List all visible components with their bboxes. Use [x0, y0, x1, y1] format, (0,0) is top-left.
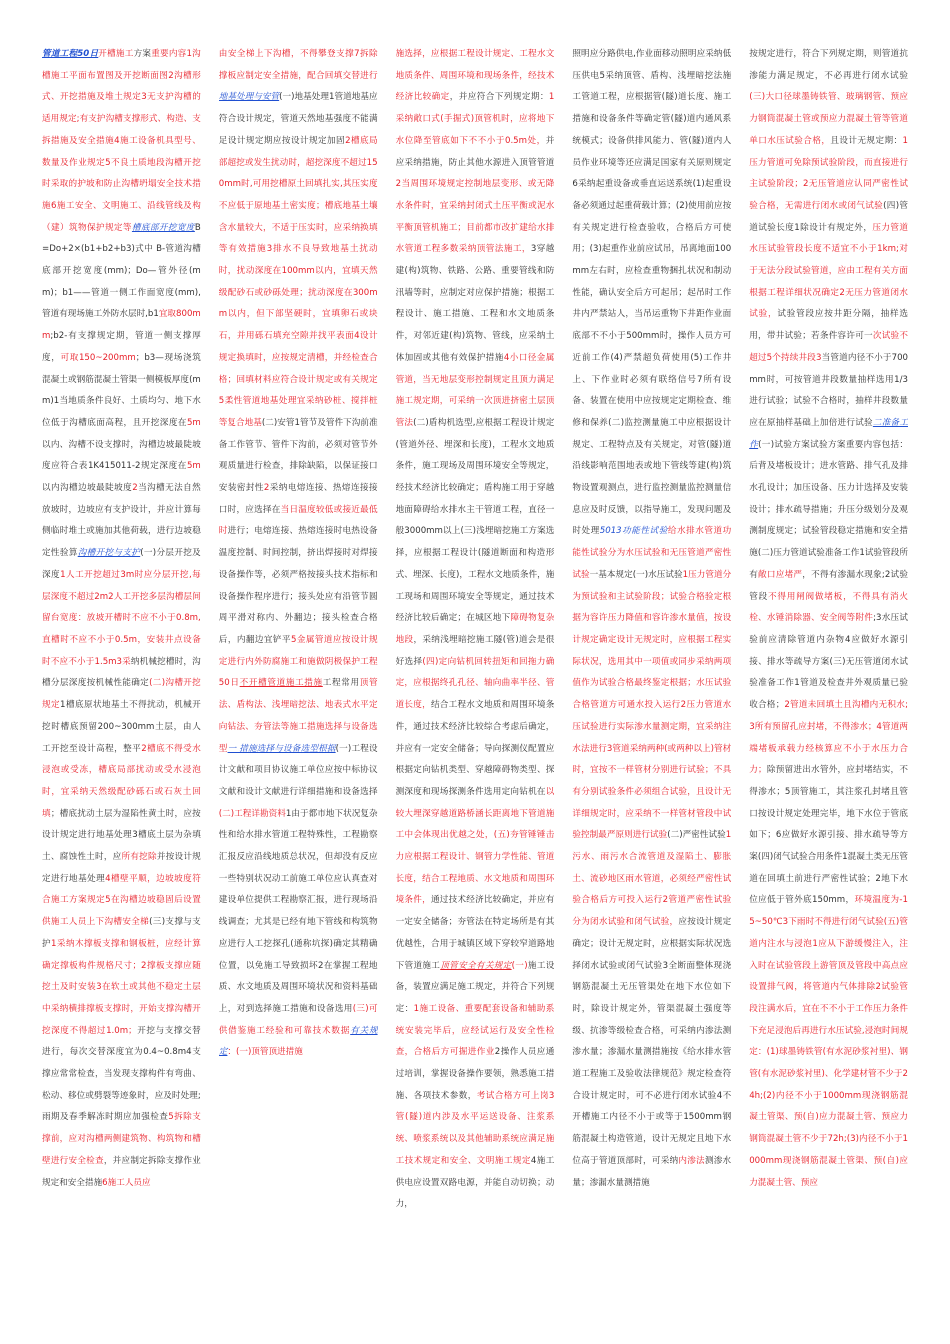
text-segment: 5m [186, 417, 201, 428]
text-segment: 宜取800mm [42, 309, 201, 342]
text-segment: 1污水、雨污水合流管道及湿陷土、膨胀土、流砂地区雨水管道，必须经严密性试验合格后方可投入运行2管道严密性试验分为闭水试验和闭气试验， [572, 830, 732, 928]
text-segment: 5013功能性试验 [599, 526, 668, 537]
text-segment: 4应做好水源引接、排水等疏导方案 [749, 634, 908, 667]
text-segment: (三)浅埋暗挖施工方案选择，应根据工程设计(隧道断面和构造形式、埋深、长度)，工程水文地质条件，施工现场和周围环境安全等规定，通过技术经济比较后确定；在城区地下 [395, 526, 555, 624]
text-segment: 应按设计规定确定；设计无规定时，应根据实际状况选择闭水试验或闭气试验 [572, 917, 732, 971]
text-segment: (二)监控测量施工中应根据设计规定、工程特点及有关规定，对管(隧)道沿线影响范围地表或地下管线等建(构)筑物设置观测点，进行监控测量监控测量信息应及时反馈，以指导施工，发现问题及时处理 [572, 417, 732, 537]
text-segment: (四)闭气试验合用条件1混凝土类无压管道在回填土前进行严密性试验；2地下水位应低于管外底150mm， [749, 852, 908, 906]
text-segment: 地基处理与安管 [218, 92, 280, 103]
document-page [42, 44, 908, 1300]
text-segment: 内渗法 [678, 1155, 705, 1166]
text-column-4 [572, 44, 731, 1300]
text-column-2 [219, 44, 378, 1300]
text-segment: 当管道内径不小于700mm时，可按管道井段数量抽样选用1/3进行试验；试验不合格时，抽样井段数量应在原抽样基础上加倍进行试验 [749, 352, 908, 428]
text-segment: 4不开槽施工内径不小于或等于1500mm钢筋混凝土构造管道，设计无规定且地下水位高于管道顶部时，可采纳 [572, 1090, 732, 1166]
text-segment: 2管道未回填土且沟槽内无积水;3所有预留孔应封堵，不得渗水；4管道两端堵板承载力经核算应不小于水压力合力； [749, 700, 908, 776]
text-segment: 工程常用 [322, 678, 360, 689]
text-segment: 按规定进行，符合下列规定期，则管道抗渗能力满足规定，不必再进行闭水试验 [749, 49, 908, 81]
text-segment: ，(五)夯管锤锤击力应根据工程设计、钢管力学性能、管道长度，结合工程地质、水文地质和周围环境条件， [395, 830, 555, 906]
text-segment: ；b3—现场浇筑混凝土或钢筋混凝土管渠一侧模板厚度(mm)1当地质条件良好、土质均匀、地下水位低于沟槽底面高程，且开挖深度在 [42, 352, 201, 428]
text-segment: 顶管安全有关规定 [440, 960, 512, 971]
text-segment: 有关规定 [218, 1025, 378, 1058]
text-segment: 4小口径金属管道，当无地层变形控制规定且顶力满足施工规定期，可采纳一次顶进挤密土层顶管法 [395, 352, 555, 428]
text-segment: (一)工程设计文献和项目协议施工单位应按中标协议文献和设计文献进行详细措施和设备选择 [218, 743, 378, 797]
text-segment: 通过技术经济比较确定，并应有一定安全储备 [395, 895, 555, 928]
text-segment: 施选择，应根据工程设计规定、工程水文地质条件、周围环境和现场条件，经技术经济比较确定 [395, 49, 555, 103]
text-segment: (一)分层开挖及深度 [42, 548, 201, 580]
text-segment: 2在掌握工程地质、水文地质及周围环境状况和资料基础上，对到选择施工措施和设备选用 [218, 960, 378, 1014]
text-segment: 当沟槽无法自然放坡时，边坡应有支护设计，并应计算每侧临时堆土或施加其他荷载，进行边坡稳定性验算 [42, 483, 201, 559]
text-segment: 1压力管道分为预试验和主试验阶段；试验合格验定根据为容许压力降值和容许渗水量值，按设计规定确定设计无规定时，应根据工程实际状况，选用其中一项值或同步采纳两项值作为试验合格最终鉴定根据；水压试验合格管道方可通水投入运行2压力管道水压试验进行实际渗水量测定期，宜采纳注水法进行3管道采纳两种(或两种以上)管材时，宜按不一样管材分别进行试验；不具有分别试验条件必须组合试验，且设计无详细规定时，应采纳不一样管材管段中试验控制最严原则进行试验 [572, 569, 732, 841]
text-segment: 1槽底原状地基土不得扰动，机械开挖时槽底预留200~300mm土层，由人工开挖至设计高程，整平 [42, 700, 201, 754]
text-segment: (三)可供借鉴施工经验和可靠技术数据 [218, 1003, 378, 1036]
text-segment: 当日温度较低或接近最低时 [218, 504, 378, 537]
text-segment: 管道工程50日 [42, 49, 99, 59]
text-segment: 安全梯 [122, 917, 150, 928]
text-segment: 50日 [218, 678, 240, 689]
text-segment: 2槽底局部超挖或发生扰动时，超挖深度不超过150mm时,可用挖槽原土回填扎实,其压实度不应低于原地基土密实度；槽底地基土壤含水量较大，不适于压实时，应采纳换填等有效措施3排水不良导致地基土扰动时，扰动深度在100mm以内，宜填天然级配砂石或砂砾处理；扰动深度在300mm以内，但下部坚硬时，宜填卵石或块石，并用砾石填充空隙并找平表面4设计规定换填时，应按规定清槽，并经检查合格；回填材料应符合设计规定或有关规定5柔性管道地基处理宜采纳砂桩、搅拌桩等复合地基 [218, 135, 378, 428]
text-segment: 并按设计规定进行地基处理 [42, 852, 201, 884]
text-segment: 敞口应堵严 [758, 569, 803, 580]
text-segment: 试验管段应按井距分隔，抽样选用，带井试验；若条件容许可一 [749, 309, 908, 342]
text-segment: 5金属管道应按设计规定进行内外防腐施工和施做阴极保护工程 [218, 634, 378, 667]
text-segment: 2 [132, 483, 138, 494]
text-segment: (三)支撑与支护 [42, 917, 201, 949]
text-segment: 结合工程水文地质和周围环境条件，通过技术经济比较综合考虑后确定，并应有一定安全储备；导向探测仪配置应根据定向钻机类型、穿越障碍物类型、探测深度和现场探测条件选用定向钻机在 [395, 700, 555, 797]
text-segment: 测渗水量；渗漏水量测措施 [572, 1155, 732, 1188]
text-segment: 二准备工作 [749, 417, 908, 450]
text-segment: (五)管道内注水与浸泡1应从下游缓慢注入，注入时在试验管段上游管顶及管段中高点应设置排气阀，将管道内气体排除2试验管段注满水后，宜在不不小于工作压力条件下充足浸泡后再进行水压试验,浸泡时间规定：(1)球墨铸铁管(有水泥砂浆衬里)、钢管(有水泥砂浆衬里)、化学建材管不少于24h;(2)内径不小于1000mm现浇钢筋混凝土管渠、预(自)应力混凝土管、预应力钢筒混凝土管不少于72h;(3)内径不小于1000mm现浇钢筋混凝土管渠、预(自)应力混凝土管、预应 [749, 917, 908, 1188]
text-segment: (一)地基处理1管道地基应符合设计规定，管道天然地基强度不能满足设计规定期应按设计规定加固 [218, 92, 378, 146]
text-segment: 次试验不超过5个持续井段3 [749, 331, 908, 363]
text-segment: ；槽底扰动土层为湿陷性黄土时，应按设计规定进行地基处理3槽底土层为杂填土、腐蚀性土时，应 [42, 808, 201, 863]
text-column-5 [749, 44, 908, 1300]
text-segment: 1施工设备、重要配套设备和辅助系统安装完毕后，应经试运行及安全性检查，合格后方可掘进作业 [395, 1003, 555, 1058]
text-segment: 一 措施选择与设备选型根据 [227, 743, 336, 754]
text-segment: 环境温度为-15~50℃3下雨时不得进行闭气试验 [749, 895, 908, 928]
text-segment: 3穿越建(构)筑物、铁路、公路、重要管线和防汛墙等时，应制定对应保护措施；根据工程设计、施工措施、工程和水文地质条件，对邻近建(构)筑物、管线，应采纳土体加固或其他有效保护措施 [395, 244, 555, 363]
text-column-1 [42, 44, 201, 1300]
text-segment: 1采纳敞口式(手掘式)顶管机时，应将地下水位降至管底如下不不小于0.5m处， [395, 92, 555, 146]
text-segment: 沟槽开挖与支护 [77, 548, 141, 559]
text-segment: B=Do+2×(b1+b2+b3)式中 B-管道沟槽底部开挖宽度(mm)；Do—管外径(mm)；b1——管道一侧工作面宽度(mm),管道有现场施工外防水层时,b1 [42, 222, 201, 320]
text-segment: 方案 [133, 49, 152, 59]
text-segment: 由安全梯上下沟槽，不得攀登支撑7拆除撑板应制定安全措施，配合回填交替进行 [218, 49, 378, 81]
text-segment: ;3水压试验前应清除管道内杂物 [749, 613, 908, 645]
text-segment: 不得用闸阀做堵板，不得具有消火栓、水锤消除器、安全阀等附件 [749, 591, 908, 624]
text-segment: (四)管道试验长度1除设计有规定外， [749, 200, 908, 233]
text-segment: 2槽底不得受水浸泡或受冻，槽底局部扰动或受水浸泡时，宜采纳天然级配砂砾石或石灰土回填 [42, 743, 201, 819]
text-segment: 4槽壁平顺，边坡坡度符合施工方案规定5在沟槽边坡稳固后设置供施工人员上下沟槽 [42, 873, 201, 928]
text-segment: 且设计无规定期： [830, 135, 903, 146]
text-segment: 以内沟槽边坡最陡坡度 [42, 483, 133, 494]
text-segment: 1压力管道可免除预试验阶段，而直接进行主试验阶段；2无压管道应认同严密性试验合格，无需进行闭水或闭气试验 [749, 135, 908, 211]
text-segment: 以较大埋深穿越道路桥涵长距离地下管道施工中会体现出优越之处 [395, 786, 555, 841]
text-segment: (二)沟槽开挖规定 [42, 678, 201, 711]
text-segment: 进行；电熔连接、热熔连接时电热设备温度控制、时间控制，挤出焊接时对焊接设备操作等，必须严格按接头技术指标和设备操作程序进行；接头处应有沿管节圆周平滑对称内、外翻边；接头检查合格后，内翻边宜铲平 [218, 526, 378, 645]
text-segment: (二)严密性试验 [667, 830, 726, 841]
text-segment: 顶管法、盾构法、浅埋暗挖法、地表式水平定向钻法、夯管法等施工措施选择与设备选型 [218, 678, 378, 754]
text-segment: ，并应制定拆除支撑作业规定和安全措施 [42, 1155, 201, 1188]
text-segment: 1采纳木撑板支撑和钢板桩，应经计算确定撑板构件规格尺寸； [42, 938, 201, 971]
text-segment: (三)无压管道闭水试验准备工作1管道及检查井外观质量已验收合格； [749, 656, 908, 711]
text-segment: 2撑板支撑应随挖土及时安装3在软土或其他不稳定土层中采纳横排撑板支撑时，开始支撑沟槽开挖深度不得超过1.0m； [42, 960, 201, 1036]
text-segment: (二)压力管道试验准备工作1试验管段所有 [749, 548, 908, 580]
text-segment: 5拆除支撑前，应对沟槽两侧建筑物、构筑物和槽壁进行安全检查 [42, 1112, 201, 1166]
text-segment: 2操作人员应通过培训，掌握设备操作要领，熟悉施工措施、各项技术参数， [395, 1047, 555, 1101]
text-segment: 1人工开挖超过3m时应分层开挖,每层深度不超过2m2人工开挖多层沟槽层间留台宽度：放坡开槽时不应不小于0.8m,直槽时不应不小于0.5m，安装井点设备时不应不小于1.5m3采 [42, 569, 201, 667]
text-segment: 3全断面整体现浇钢筋混凝土无压管渠处在地下水位如下时，除设计规定外，管渠混凝土强度等级、抗渗等级检查合格，可采纳内渗法测渗水量；渗漏水量测措施按《给水排水管道工程施工及验收法律规范》规定检查符合设计规定时，可不必进行闭水试验 [572, 960, 732, 1101]
text-segment: 照明应分路供电,作业面移动照明应采纳低压供电 [572, 49, 732, 81]
text-segment: 所有挖除 [121, 852, 157, 863]
text-segment: 障碍物复杂地段 [395, 613, 555, 645]
text-segment: ，采纳浅埋暗挖施工隧(管)道会是很好选择 [395, 634, 555, 667]
text-segment: 压力管道水压试验管段长度不适宜不小于1km;对于无法分段试验管道，应由工程有关方面根据工程详细状况确定2无压力管道闭水试验， [749, 222, 908, 320]
text-segment: (四)定向钻机回转扭矩和回拖力确定，应根据终孔孔径、轴向曲率半径、管道长度， [395, 656, 555, 711]
text-segment: 不开槽管道施工措施 [239, 678, 323, 689]
text-segment: 开挖与支撑交替进行，每次交替深度宜为0.4~0.8m4支撑应常常检查，当发现支撑构件有弯曲、松动、移位或劈裂等迹象时，应及时处理;雨期及春季解冻时期应加强检查 [42, 1025, 201, 1123]
text-segment: ，不得有渗漏水现象;2试验管段 [749, 569, 908, 602]
text-segment: 给水排水管道功能性试验分为水压试验和无压管道严密性试验 [572, 526, 732, 580]
text-segment: 考试合格方可上岗3管(隧)道内涉及水平运送设备、注浆系统、喷浆系统以及其他辅助系统应满足施工技术规定和安全、文明施工规定 [395, 1090, 555, 1166]
text-segment: (一) [511, 960, 528, 971]
text-segment: 6采纳起重设备或垂直运送系统(1)起重设备必须通过起重荷载计算；(2)使用前应按有关规定进行检查验收，合格后方可使用；(3)起重作业前应试吊，吊离地面100mm左右时，应检查重物捆扎状况和制动性能，确认安全后方可起吊；起吊时工作井内严禁站人，当吊运重物下井距作业面底部不不小于500mm时，操作人员方可近前工作(4)严禁超负荷使用(5)工作井上、下作业时必须有联络信号7所有设备、装置在使用中应按规定定期检查、维修和保养 [572, 179, 732, 428]
text-segment: (三)大口径球墨铸铁管、玻璃钢管、预应力钢筒混凝土管或预应力混凝土管等管道单口水压试验合格， [749, 92, 908, 146]
text-segment: (一)试验方案试验方案重要内容包括：后背及堵板设计；进水管路、排气孔及排水孔设计；加压设备、压力计选择及安装设计；排水疏导措施；升压分级划分及观测制度规定；试验管段稳定措施和安全措施 [749, 439, 908, 559]
text-segment: 采纳电熔连接、热熔连接接口时，应选择在 [218, 483, 378, 515]
text-segment: 施工设备，装置应满足施工规定，并符合下列规定： [395, 960, 555, 1014]
text-segment: 2 [263, 483, 270, 494]
text-segment: ，并应符合下列规定期： [449, 92, 549, 103]
text-segment: ；夯管法在特定场所是有其优越性，合用于城镇区域下穿较窄道路地下管道施工 [395, 917, 555, 971]
text-segment: 槽底部开挖宽度 [131, 222, 195, 233]
text-segment: 一基本规定(一)水压试验 [589, 569, 683, 580]
text-segment: 并应采纳措施，防止其他水源进入顶管管道 [395, 135, 555, 168]
text-segment: 可取150~200mm [60, 352, 136, 363]
text-segment: 5m [186, 461, 201, 472]
text-segment: (二)工程详勘资料 [218, 808, 286, 819]
text-segment: 4施工供电应设置双路电源，并能自动切换；动力， [395, 1155, 555, 1210]
text-segment: 以内、沟槽不设支撑时，沟槽边坡最陡坡度应符合表1K415011-2规定深度在 [42, 439, 201, 472]
text-segment: 6施工人员应 [102, 1177, 151, 1188]
text-segment: 重要内容1沟槽施工平面布置图及开挖断面图2沟槽形式、开挖措施及堆土规定3无支护沟槽的适用规定;有支护沟槽支撑形式、构造、支拆措施及安全措施4施工设备机具型号、数量及作业规定5不良土质地段沟槽开挖时采取的护坡和防止沟槽坍塌安全技术措施6施工安全、文明施工、沿线管线及构（建）筑物保护规定等 [42, 49, 201, 233]
text-segment: 纳机械挖槽时，沟槽分层深度按机械性能确定 [42, 656, 201, 689]
text-segment: 1由于都市地下状况复杂性和给水排水管道工程特殊性，工程勘察汇报反应沿线地质总状况，但却没有反应一些特别状况动工前施工单位应认真查对建设单位提供工程勘察汇报，进行现场沿线调查；尤其是已经有地下管线和构筑物应进行人工挖探孔(通称坑探)确定其精确位置，以免施工导致损坏 [218, 808, 378, 971]
text-segment: 2当周围环境规定控制地层变形、或无降水条件时，宜采纳封闭式土压平衡或泥水平衡顶管机施工；目前都市改扩建给水排水管道工程多数采纳顶管法施工， [395, 179, 555, 255]
text-segment: (二)安管1管节及管件下沟前准备工作管节、管件下沟前，必须对管节外观质量进行检查，排除缺陷，以保证接口安装密封性 [218, 417, 378, 494]
text-segment: 开槽施工 [98, 49, 134, 59]
text-segment: 5采纳顶管、盾构、浅埋暗挖法施工管道工程，应根据管(隧)道长度、施工措施和设备条件等确定管(隧)道内通风系统模式；设备供排风能力、管(隧)道内人员作业环境等还应满足国家有关原则规定 [572, 70, 732, 168]
text-segment: ;b2-有支撑规定期，管道一侧支撑厚度， [42, 331, 201, 363]
text-segment: (二)盾构机选型,应根据工程设计规定(管道外径、埋深和长度)，工程水文地质条件，施工现场及周围环境安全等规定，经技术经济比较确定；盾构施工用于穿越地面障碍给水排水主干管道工程，直径一般3000mm以上 [395, 417, 555, 537]
text-segment: 除预留进出水管外，应封堵结实，不得渗水；5顶管施工，其注浆孔封堵且管口按设计规定处理完毕，地下水位于管底如下；6应做好水源引接、排水疏导等方案 [749, 765, 908, 863]
text-segment: ：(一)顶管顶进措施 [227, 1047, 303, 1058]
text-column-3 [396, 44, 555, 1300]
